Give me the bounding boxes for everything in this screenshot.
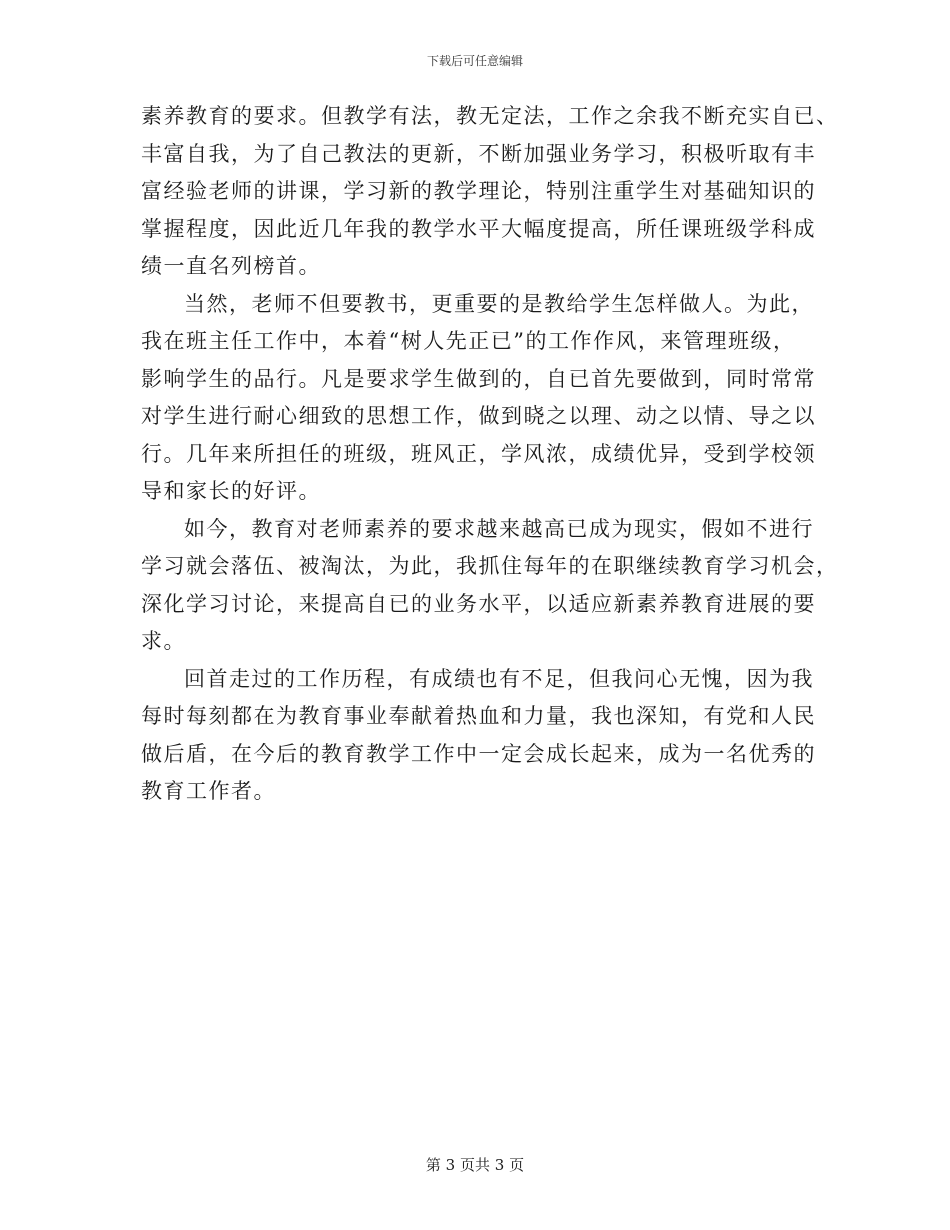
text-line: 对学生进行耐心细致的思想工作，做到晓之以理、动之以情、导之以: [141, 404, 816, 428]
text-line: 行。几年来所担任的班级，班风正，学风浓，成绩优异，受到学校领: [141, 441, 816, 466]
paragraph: [141, 661, 816, 811]
page-header: 下载后可任意编辑: [426, 54, 523, 68]
text-line: 我在班主任工作中，本着“树人先正已”的工作作风，来管理班级，: [141, 329, 796, 353]
text-line: 每时每刻都在为教育事业奉献着热血和力量，我也深知，有党和人民: [141, 704, 816, 728]
text-line: 回首走过的工作历程，有成绩也有不足，但我问心无愧，因为我: [184, 666, 814, 691]
text-line: 深化学习讨论，来提高自已的业务水平，以适应新素养教育进展的要: [141, 591, 816, 616]
paragraph: [141, 511, 839, 661]
text-line: 教育工作者。: [141, 779, 276, 803]
text-line: 素养教育的要求。但教学有法，教无定法，工作之余我不断充实自已、: [141, 104, 839, 128]
text-line: 绩一直名列榜首。: [141, 254, 321, 278]
paragraph: [141, 286, 816, 511]
text-line: 影响学生的品行。凡是要求学生做到的，自已首先要做到，同时常常: [141, 366, 816, 391]
page-number: 第 3 页共 3 页: [425, 1156, 525, 1174]
text-line: 如今，教育对老师素养的要求越来越高已成为现实，假如不进行: [184, 516, 814, 541]
paragraph: [141, 98, 839, 286]
text-line: 当然，老师不但要教书，更重要的是教给学生怎样做人。为此，: [184, 291, 814, 316]
text-line: 求。: [141, 629, 186, 653]
text-line: 掌握程度，因此近几年我的教学水平大幅度提高，所任课班级学科成: [141, 216, 816, 241]
text-line: 学习就会落伍、被淘汰，为此，我抓住每年的在职继续教育学习机会，: [141, 554, 839, 578]
document-body: [141, 98, 839, 811]
text-line: 丰富自我，为了自己教法的更新，不断加强业务学习，积极听取有丰: [141, 141, 816, 166]
text-line: 导和家长的好评。: [141, 479, 321, 503]
text-line: 富经验老师的讲课，学习新的教学理论，特别注重学生对基础知识的: [141, 179, 816, 203]
text-line: 做后盾，在今后的教育教学工作中一定会成长起来，成为一名优秀的: [141, 741, 816, 766]
